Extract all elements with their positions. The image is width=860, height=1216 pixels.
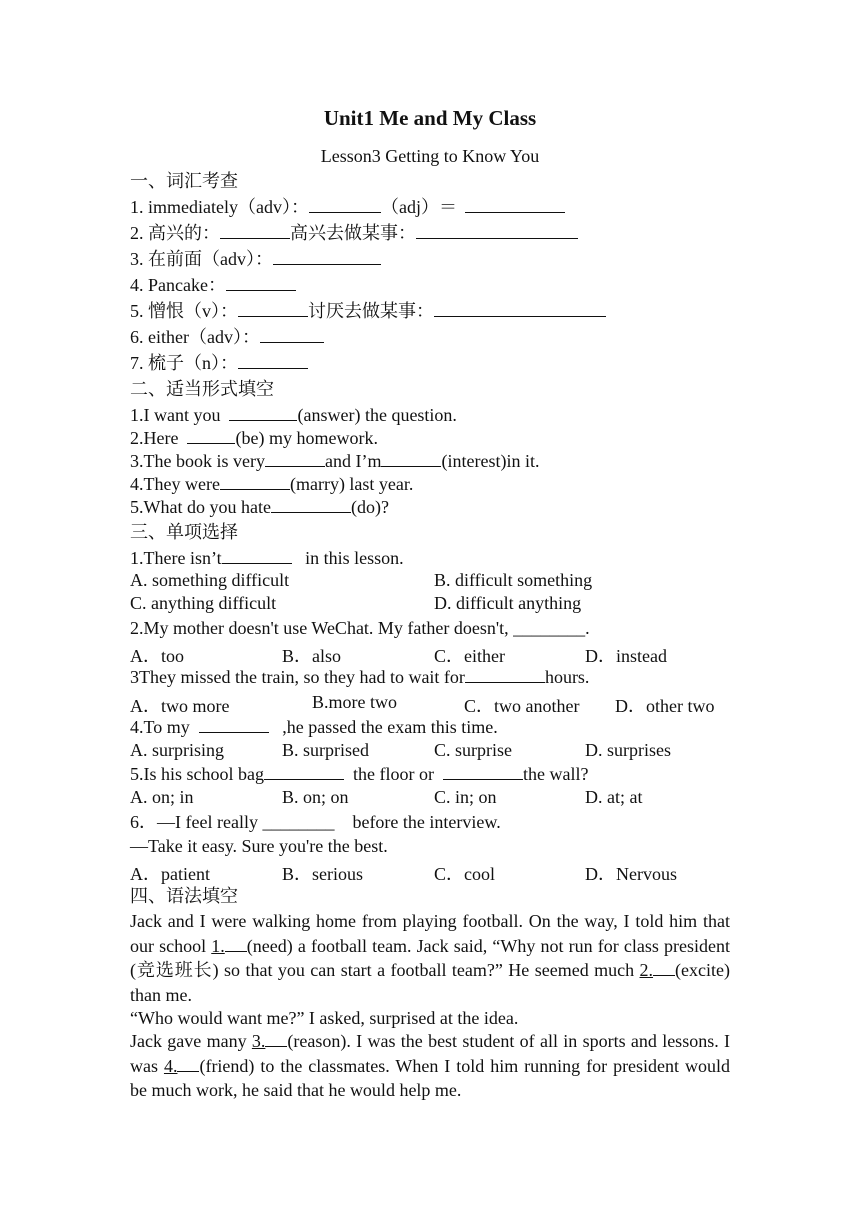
mc-4-option-d[interactable]: D. surprises [585, 740, 671, 760]
passage-text: Jack gave many [130, 1031, 252, 1051]
mc-5-option-b[interactable]: B. on; on [282, 787, 349, 807]
mc-1-option-c[interactable]: C. anything difficult [130, 593, 277, 613]
vocab-5-label: 5. 憎恨（v）： [130, 301, 238, 321]
vocab-1-label-b: （adj）＝ [380, 197, 457, 217]
vocab-6-label: 6. either（adv）： [130, 327, 260, 347]
fill-5-text: 5.What do you hate [130, 497, 271, 517]
vocab-item-1 [130, 196, 565, 218]
section-heading-fill: 二、适当形式填空 [130, 379, 274, 399]
mc-6-text-b: before the interview. [352, 812, 501, 832]
answer-blank[interactable] [226, 274, 296, 291]
vocab-5-label-b: 讨厌去做某事： [308, 301, 434, 321]
answer-blank[interactable] [177, 1057, 199, 1072]
fill-item-2 [130, 427, 378, 449]
vocab-2-label: 2. 高兴的： [130, 223, 220, 243]
answer-blank[interactable] [465, 196, 565, 213]
passage-blank-number: 1. [211, 935, 225, 956]
mc-2-option-a[interactable]: A．too [130, 646, 184, 666]
fill-item-1 [130, 404, 457, 426]
mc-4-option-b[interactable]: B. surprised [282, 740, 369, 760]
answer-blank[interactable] [265, 1032, 287, 1047]
fill-item-4 [130, 473, 413, 495]
answer-blank[interactable] [199, 716, 269, 733]
answer-blank[interactable] [653, 961, 675, 976]
mc-3-option-b[interactable]: B.more two [312, 692, 397, 712]
mc-4-option-a[interactable]: A. surprising [130, 740, 224, 760]
passage-text: Jack and I were walking home from playing football. On the way, I told him that our school [130, 911, 730, 956]
answer-blank[interactable] [220, 473, 290, 490]
mc-question-1 [130, 547, 404, 569]
answer-blank[interactable] [465, 666, 545, 683]
mc-2-option-d[interactable]: D．instead [585, 646, 667, 666]
answer-blank[interactable] [187, 427, 235, 444]
answer-blank[interactable] [222, 547, 292, 564]
answer-blank[interactable] [229, 404, 297, 421]
mc-4-option-c[interactable]: C. surprise [434, 740, 512, 760]
answer-blank[interactable] [309, 196, 381, 213]
mc-3-option-d[interactable]: D．other two [615, 696, 715, 716]
answer-blank[interactable] [220, 222, 290, 239]
mc-question-6 [130, 811, 501, 833]
mc-2-option-b[interactable]: B．also [282, 646, 342, 666]
mc-6-option-b[interactable]: B．serious [282, 864, 363, 884]
mc-3-text-b: hours. [544, 667, 590, 687]
mc-3-option-c[interactable]: C．two another [464, 696, 580, 716]
answer-blank[interactable] [264, 763, 344, 780]
passage-blank-number: 2. [639, 960, 654, 980]
mc-2-option-c[interactable]: C．either [434, 646, 505, 666]
answer-blank[interactable] [273, 248, 381, 265]
mc-6-option-a[interactable]: A．patient [130, 864, 210, 884]
answer-blank[interactable] [434, 300, 606, 317]
section-heading-vocab: 一、词汇考查 [130, 171, 238, 191]
page-title: Unit1 Me and My Class [323, 106, 537, 130]
mc-6-option-c[interactable]: C．cool [434, 864, 495, 884]
mc-question-3 [130, 666, 589, 688]
mc-question-5 [130, 763, 588, 785]
passage-text: (reason). I was the best student of all in sports and lessons. I was [130, 1031, 731, 1076]
mc-5-text-b: the floor or [353, 764, 434, 784]
mc-4-text: 4.To my [130, 717, 190, 737]
mc-5-option-d[interactable]: D. at; at [585, 787, 643, 807]
mc-1-option-a[interactable]: A. something difficult [130, 570, 290, 590]
fill-item-3 [130, 450, 539, 472]
section-heading-grammar: 四、语法填空 [130, 886, 238, 906]
passage-blank-number: 4. [163, 1055, 178, 1076]
fill-4-text: 4.They were [130, 474, 220, 494]
mc-1-text: 1.There isn’t [130, 548, 222, 568]
fill-3-text: 3.The book is very [130, 451, 265, 471]
vocab-4-label: 4. Pancake： [130, 275, 226, 295]
passage-text: (excite) than me. [130, 960, 730, 1005]
vocab-2-label-b: 高兴去做某事： [290, 223, 416, 243]
mc-5-text: 5.Is his school bag [130, 764, 264, 784]
fill-3-text-c: (interest)in it. [441, 451, 540, 471]
fill-4-text-b: (marry) last year. [289, 474, 414, 494]
passage-paragraph-2: “Who would want me?” I asked, surprised at the idea. [130, 1008, 519, 1028]
vocab-item-2 [130, 222, 578, 244]
passage-paragraph-3 [130, 1029, 730, 1103]
mc-3-text: 3They missed the train, so they had to wait for [130, 667, 465, 687]
vocab-1-label: 1. immediately（adv）： [130, 197, 309, 217]
mc-1-text-b: in this lesson. [305, 548, 404, 568]
answer-blank[interactable] [238, 352, 308, 369]
answer-blank[interactable] [271, 496, 351, 513]
mc-5-option-a[interactable]: A. on; in [130, 787, 194, 807]
fill-3-text-b: and I’m [324, 451, 382, 471]
vocab-item-3 [130, 248, 381, 270]
section-heading-mc: 三、单项选择 [130, 522, 238, 542]
fill-2-text: 2.Here [130, 428, 179, 448]
vocab-item-5 [130, 300, 606, 322]
mc-question-4 [130, 716, 498, 738]
mc-5-option-c[interactable]: C. in; on [434, 787, 497, 807]
fill-item-5 [130, 496, 389, 518]
answer-blank[interactable] [225, 937, 247, 952]
answer-blank[interactable] [416, 222, 578, 239]
answer-blank[interactable] [443, 763, 523, 780]
passage-paragraph-1 [130, 909, 730, 1007]
mc-6-text: 6．—I feel really ________ [130, 812, 335, 832]
fill-5-text-b: (do)? [350, 497, 389, 517]
page-subtitle: Lesson3 Getting to Know You [320, 146, 540, 166]
passage-text: (need) a football team. Jack said, “Why not run for class president (竞选班长) so that you can start a football team?” He seemed much [130, 935, 730, 980]
mc-5-text-c: the wall? [522, 764, 589, 784]
mc-4-text-b: ,he passed the exam this time. [282, 717, 498, 737]
mc-3-option-a[interactable]: A．two more [130, 696, 230, 716]
mc-1-option-d[interactable]: D. difficult anything [434, 593, 582, 613]
vocab-item-7 [130, 352, 308, 374]
fill-2-text-b: (be) my homework. [235, 428, 378, 448]
passage-text: (friend) to the classmates. When I told him running for president would be much work, he said that he would help me. [130, 1055, 730, 1100]
mc-1-option-b[interactable]: B. difficult something [434, 570, 593, 590]
answer-blank[interactable] [381, 450, 441, 467]
vocab-3-label: 3. 在前面（adv）： [130, 249, 273, 269]
mc-6-option-d[interactable]: D．Nervous [585, 864, 677, 884]
fill-1-text-b: (answer) the question. [297, 405, 457, 425]
answer-blank[interactable] [260, 326, 324, 343]
vocab-item-6 [130, 326, 324, 348]
vocab-item-4 [130, 274, 296, 296]
passage-blank-number: 3. [251, 1031, 266, 1051]
answer-blank[interactable] [238, 300, 308, 317]
mc-question-6-reply: —Take it easy. Sure you're the best. [130, 836, 388, 856]
vocab-7-label: 7. 梳子（n）： [130, 353, 238, 373]
mc-question-2: 2.My mother doesn't use WeChat. My father doesn't, ________. [130, 618, 590, 638]
answer-blank[interactable] [265, 450, 325, 467]
fill-1-text: 1.I want you [130, 405, 221, 425]
